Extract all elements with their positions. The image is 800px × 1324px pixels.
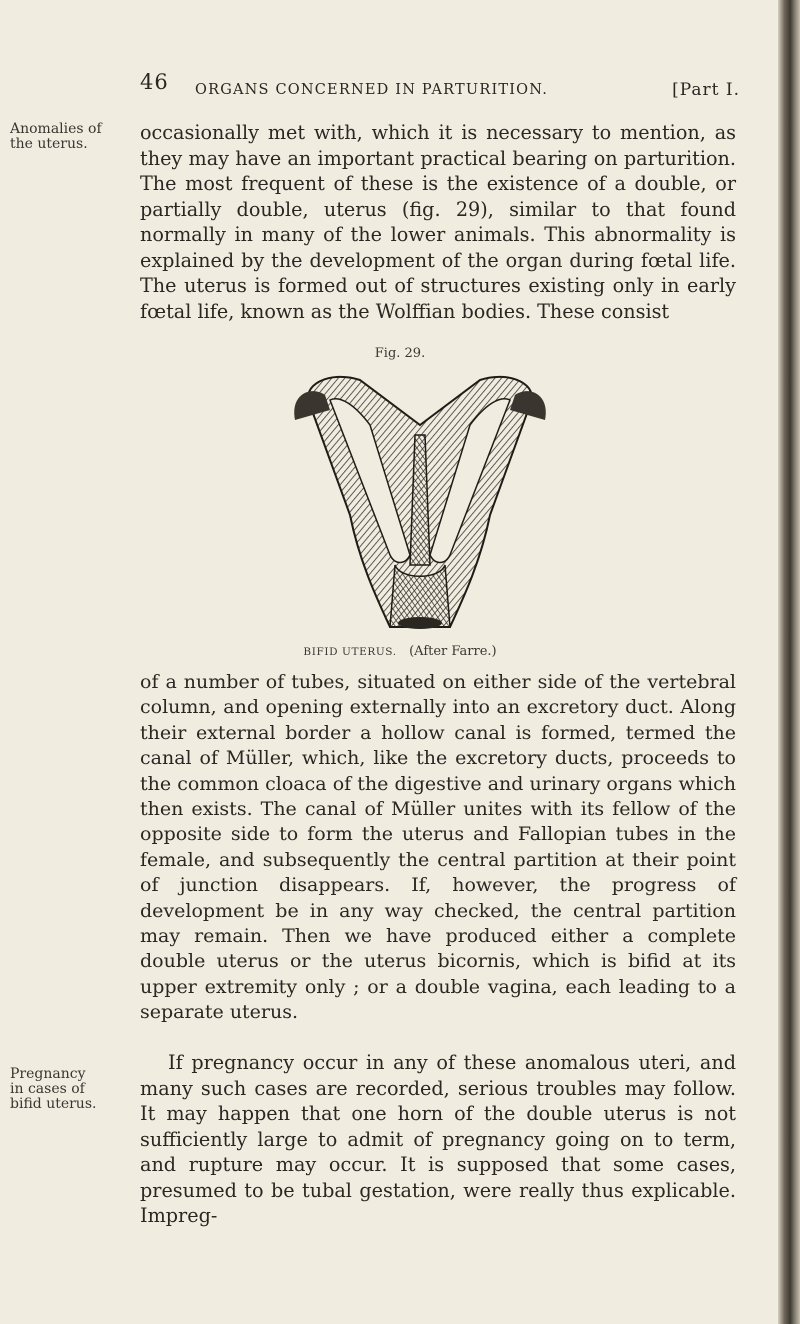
sidenote-anomalies: Anomalies of the uterus. (10, 121, 102, 152)
page-number: 46 (140, 70, 169, 94)
bifid-uterus-illustration (290, 365, 550, 635)
running-head (140, 70, 740, 108)
part-marker: [Part I. (672, 80, 740, 100)
running-title: ORGANS CONCERNED IN PARTURITION. (195, 82, 549, 98)
caption-name: BIFID UTERUS. (303, 646, 397, 658)
figure-caption (0, 644, 800, 659)
page-edge-shadow (778, 0, 800, 1324)
paragraph-pregnancy: If pregnancy occur in any of these anomalous uteri, and many such cases are recorded, serious troubles may follow. It may happen that one horn of the double uterus is not sufficiently large to admit of pregnancy going on to term, and rupture may occur. It is supposed that some cases, presumed to be tubal gestation, were really thus explicable. Impreg- (140, 1051, 736, 1227)
sidenote-pregnancy: Pregnancy in cases of bifid uterus. (10, 1066, 97, 1112)
paragraph-development: of a number of tubes, situated on either side of the vertebral column, and opening externally into an excretory duct. Along their external border a hollow canal is formed, termed the canal of Müller, which, like the excretory ducts, proceeds to the common cloaca of the digestive and urinary organs which then exists. The canal of Müller unites with its fellow of the opposite side to form the uterus and Fallopian tubes in the female, and subsequently the central partition at their point of junction disappears. If, however, the progress of development be in any way checked, the central partition may remain. Then we have produced either a complete double uterus or the uterus bicornis, which is bifid at its upper extremity only ; or a double vagina, each leading to a separate uterus. (140, 671, 736, 1024)
paragraph-intro: occasionally met with, which it is necessary to mention, as they may have an important practical bearing on parturition. The most frequent of these is the existence of a double, or partially double, uterus (fig. 29), similar to that found normally in many of the lower animals. This abnormality is explained by the development of the organ during fœtal life. The uterus is formed out of structures existing only in early fœtal life, known as the Wolffian bodies. These consist (140, 121, 736, 323)
figure-label: Fig. 29. (374, 346, 426, 361)
caption-credit: (After Farre.) (409, 644, 497, 659)
